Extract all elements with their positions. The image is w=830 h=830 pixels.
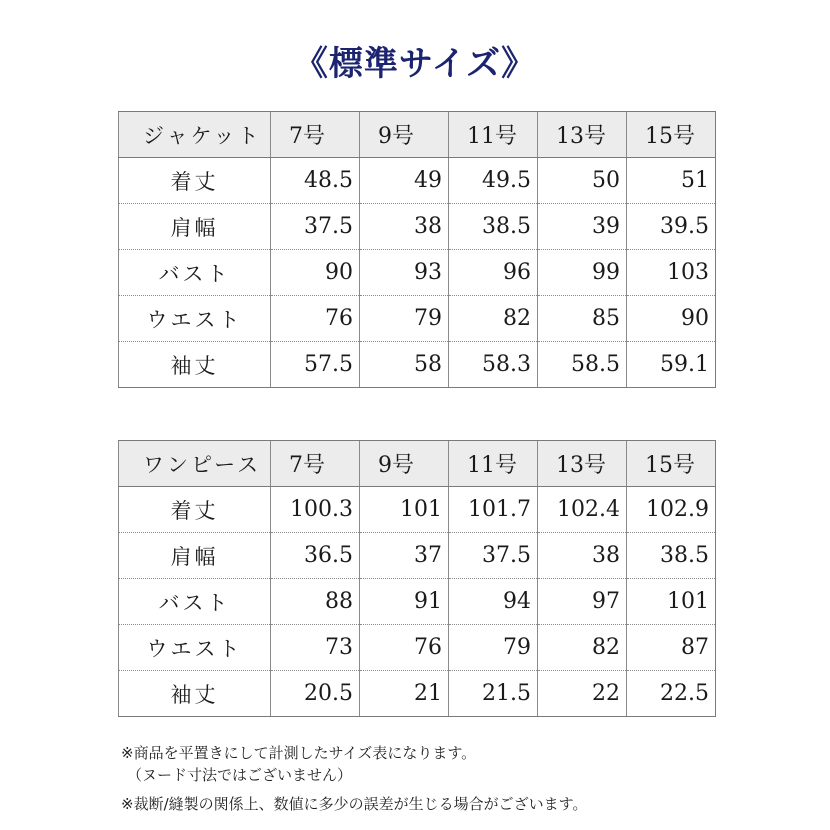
measurement-value: 101: [627, 579, 716, 625]
measurement-label: 肩幅: [119, 204, 271, 250]
measurement-value: 90: [271, 250, 360, 296]
measurement-value: 21: [360, 671, 449, 717]
measurement-value: 94: [449, 579, 538, 625]
measurement-value: 21.5: [449, 671, 538, 717]
size-header: 7号: [271, 441, 360, 487]
measurement-value: 51: [627, 158, 716, 204]
table-row: [119, 204, 716, 250]
page-title: 《標準サイズ》: [293, 44, 537, 84]
measurement-value: 82: [449, 296, 538, 342]
measurement-value: 37: [360, 533, 449, 579]
measurement-value: 101.7: [449, 487, 538, 533]
measurement-value: 49.5: [449, 158, 538, 204]
measurement-value: 38.5: [449, 204, 538, 250]
measurement-value: 49: [360, 158, 449, 204]
jacket-size-table: [118, 111, 716, 388]
measurement-label: ウエスト: [119, 296, 271, 342]
measurement-value: 22: [538, 671, 627, 717]
measurement-value: 76: [271, 296, 360, 342]
measurement-label: ウエスト: [119, 625, 271, 671]
measurement-value: 99: [538, 250, 627, 296]
measurement-value: 82: [538, 625, 627, 671]
measurement-value: 37.5: [271, 204, 360, 250]
size-header: 13号: [538, 112, 627, 158]
measurement-value: 38.5: [627, 533, 716, 579]
table-row: [119, 250, 716, 296]
measurement-value: 87: [627, 625, 716, 671]
measurement-value: 20.5: [271, 671, 360, 717]
table-row: [119, 625, 716, 671]
measurement-value: 102.9: [627, 487, 716, 533]
measurement-value: 91: [360, 579, 449, 625]
measurement-value: 36.5: [271, 533, 360, 579]
table-row: [119, 579, 716, 625]
measurement-value: 50: [538, 158, 627, 204]
measurement-value: 73: [271, 625, 360, 671]
measurement-value: 38: [538, 533, 627, 579]
measurement-label: 肩幅: [119, 533, 271, 579]
measurement-value: 100.3: [271, 487, 360, 533]
measurement-value: 22.5: [627, 671, 716, 717]
garment-type-header: ワンピース: [119, 441, 271, 487]
size-header: 13号: [538, 441, 627, 487]
measurement-value: 58.5: [538, 342, 627, 388]
note-tolerance: ※裁断/縫製の関係上、数値に多少の誤差が生じる場合がございます。: [121, 795, 588, 813]
notes: [121, 742, 587, 815]
table-row: [119, 158, 716, 204]
table-row: [119, 296, 716, 342]
size-header: 15号: [627, 112, 716, 158]
table-row: [119, 342, 716, 388]
note-flat-measure: ※商品を平置きにして計測したサイズ表になります。: [121, 744, 477, 762]
measurement-value: 90: [627, 296, 716, 342]
measurement-value: 102.4: [538, 487, 627, 533]
table-row: [119, 671, 716, 717]
measurement-value: 96: [449, 250, 538, 296]
size-header: 15号: [627, 441, 716, 487]
measurement-value: 93: [360, 250, 449, 296]
measurement-value: 76: [360, 625, 449, 671]
measurement-value: 57.5: [271, 342, 360, 388]
measurement-value: 37.5: [449, 533, 538, 579]
measurement-label: 着丈: [119, 487, 271, 533]
table-header-row: [119, 112, 716, 158]
onepiece-size-table: [118, 440, 716, 717]
measurement-label: バスト: [119, 250, 271, 296]
measurement-value: 101: [360, 487, 449, 533]
size-header: 9号: [360, 112, 449, 158]
measurement-label: 袖丈: [119, 671, 271, 717]
table-row: [119, 487, 716, 533]
measurement-value: 79: [449, 625, 538, 671]
size-header: 7号: [271, 112, 360, 158]
measurement-value: 58: [360, 342, 449, 388]
measurement-label: バスト: [119, 579, 271, 625]
measurement-label: 着丈: [119, 158, 271, 204]
measurement-value: 103: [627, 250, 716, 296]
size-header: 11号: [449, 441, 538, 487]
measurement-value: 39.5: [627, 204, 716, 250]
size-header: 11号: [449, 112, 538, 158]
measurement-value: 88: [271, 579, 360, 625]
note-not-nude: （ヌード寸法ではございません）: [127, 766, 353, 784]
garment-type-header: ジャケット: [119, 112, 271, 158]
measurement-label: 袖丈: [119, 342, 271, 388]
measurement-value: 39: [538, 204, 627, 250]
measurement-value: 48.5: [271, 158, 360, 204]
table-header-row: [119, 441, 716, 487]
table-row: [119, 533, 716, 579]
measurement-value: 79: [360, 296, 449, 342]
measurement-value: 38: [360, 204, 449, 250]
measurement-value: 58.3: [449, 342, 538, 388]
measurement-value: 97: [538, 579, 627, 625]
measurement-value: 85: [538, 296, 627, 342]
measurement-value: 59.1: [627, 342, 716, 388]
size-header: 9号: [360, 441, 449, 487]
